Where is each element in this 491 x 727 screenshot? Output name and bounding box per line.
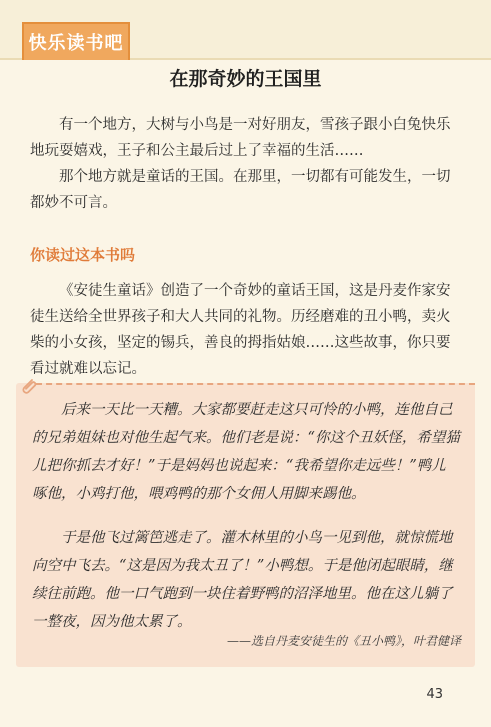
section-subheading: 你读过这本书吗 [30,246,136,264]
section-tag: 快乐读书吧 [22,22,130,60]
intro-paragraph: 那个地方就是童话的王国。在那里，一切都有可能发生，一切都妙不可言。 [30,169,451,211]
excerpt-source: ——选自丹麦安徒生的《丑小鸭》，叶君健译 [226,634,461,648]
excerpt-paragraph: 后来一天比一天糟。大家都要赶走这只可怜的小鸭，连他自己的兄弟姐妹也对他生起气来。他们老是说：“你这个丑妖怪，希望猫儿把你抓去才好！”于是妈妈也说起来：“我希望你走远些！”鸭儿啄他，小鸡打他，喂鸡鸭的那个女佣人用脚来踢他。 [32,402,460,502]
intro-paragraph: 有一个地方，大树与小鸟是一对好朋友，雪孩子跟小白兔快乐地玩耍嬉戏，王子和公主最后过上了幸福的生活…… [30,117,451,159]
page-number: 43 [426,687,443,702]
page-title: 在那奇妙的王国里 [169,68,322,90]
excerpt-dashed-border [36,383,475,385]
book-intro-paragraph: 《安徒生童话》创造了一个奇妙的童话王国，这是丹麦作家安徒生送给全世界孩子和大人共同的礼物。历经磨难的丑小鸭，卖火柴的小女孩，坚定的锡兵，善良的拇指姑娘……这些故事，你只要看过就难以忘记。 [30,283,451,377]
paperclip-icon [18,376,40,398]
excerpt-paragraph: 于是他飞过篱笆逃走了。灌木林里的小鸟一见到他，就惊慌地向空中飞去。“这是因为我太丑了！”小鸭想。于是他闭起眼睛，继续往前跑。他一口气跑到一块住着野鸭的沼泽地里。他在这儿躺了一整夜，因为他太累了。 [32,530,453,630]
